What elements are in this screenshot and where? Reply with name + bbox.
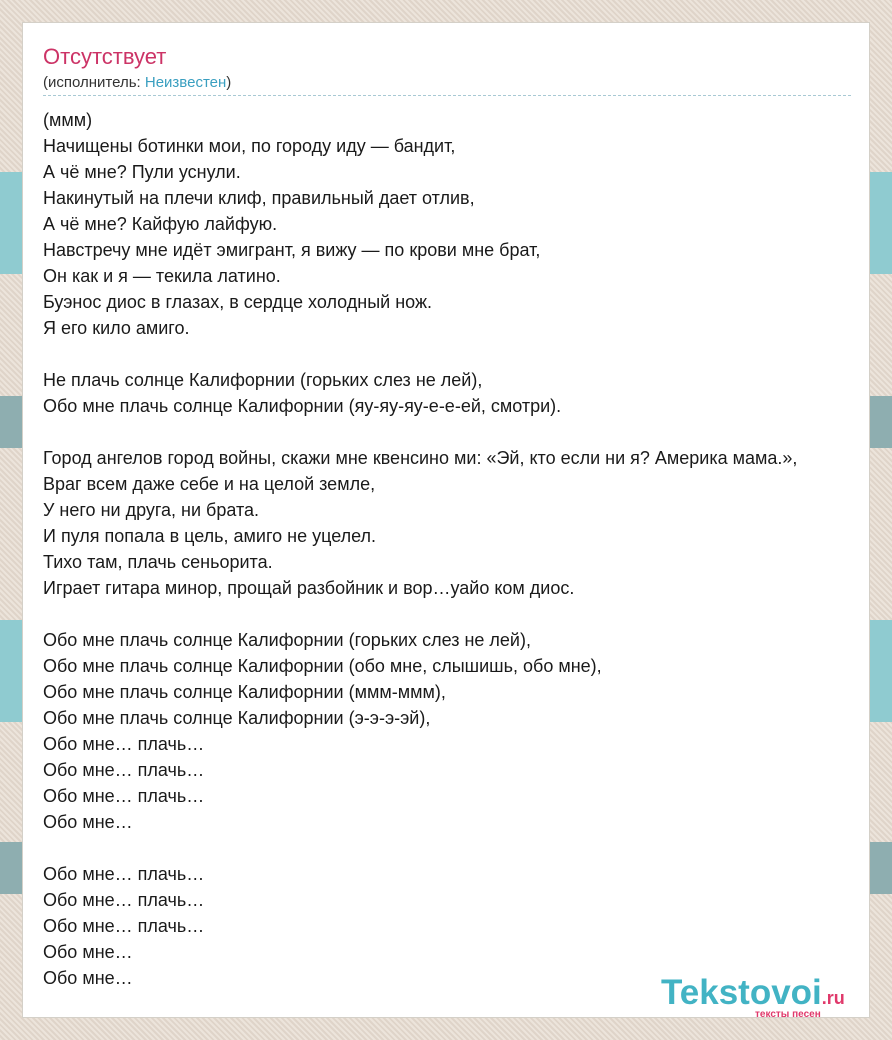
lyric-line: И пуля попала в цель, амиго не уцелел.	[43, 526, 377, 546]
artist-link[interactable]: Неизвестен	[144, 74, 227, 91]
stanza-break	[43, 419, 870, 445]
stanza-break	[43, 835, 870, 861]
header-divider	[43, 95, 851, 96]
lyric-line: Навстречу мне идёт эмигрант, я вижу — по крови мне брат,	[43, 240, 541, 260]
lyric-line: Накинутый на плечи клиф, правильный дает отлив,	[43, 188, 475, 208]
lyric-line: (ммм)	[43, 110, 93, 130]
lyric-line: А чё мне? Пули уснули.	[43, 162, 241, 182]
stanza-break	[43, 601, 870, 627]
lyrics-text	[43, 107, 870, 991]
lyric-line: Обо мне плачь солнце Калифорнии (ммм-ммм),	[43, 682, 446, 702]
lyric-line: Обо мне плачь солнце Калифорнии (э-э-э-эй),	[43, 708, 431, 728]
site-logo[interactable]	[661, 973, 870, 1018]
lyric-line: Обо мне…	[43, 942, 133, 962]
logo-main-text: Tekstovoi	[661, 973, 822, 1012]
lyric-line: Обо мне…	[43, 968, 133, 988]
song-title: Отсутствует	[43, 44, 167, 69]
lyric-line: Не плачь солнце Калифорнии (горьких слез не лей),	[43, 370, 483, 390]
lyric-line: Обо мне… плачь…	[43, 760, 205, 780]
lyric-line: Тихо там, плачь сеньорита.	[43, 552, 273, 572]
lyric-line: Начищены ботинки мои, по городу иду — бандит,	[43, 136, 456, 156]
artist-suffix: )	[226, 74, 232, 91]
lyric-line: У него ни друга, ни брата.	[43, 500, 260, 520]
lyric-line: Обо мне плачь солнце Калифорнии (обо мне, слышишь, обо мне),	[43, 656, 602, 676]
stanza-break	[43, 341, 870, 367]
lyric-line: А чё мне? Кайфую лайфую.	[43, 214, 278, 234]
logo-tagline: тексты песен	[755, 1009, 821, 1018]
lyrics-card	[22, 22, 870, 1018]
lyric-line: Я его кило амиго.	[43, 318, 190, 338]
lyric-line: Обо мне плачь солнце Калифорнии (горьких слез не лей),	[43, 630, 531, 650]
lyric-line: Обо мне…	[43, 812, 133, 832]
logo-suffix: .ru	[821, 988, 845, 1008]
lyric-line: Город ангелов город войны, скажи мне квенсино ми: «Эй, кто если ни я? Америка мама.»,	[43, 448, 798, 468]
lyric-line: Буэнос диос в глазах, в сердце холодный нож.	[43, 292, 432, 312]
lyric-line: Обо мне плачь солнце Калифорнии (яу-яу-яу-е-е-ей, смотри).	[43, 396, 562, 416]
lyric-line: Играет гитара минор, прощай разбойник и вор…уайо ком диос.	[43, 578, 575, 598]
artist-line	[43, 73, 231, 93]
lyric-line: Обо мне… плачь…	[43, 734, 205, 754]
artist-prefix: (исполнитель:	[43, 74, 145, 91]
lyric-line: Враг всем даже себе и на целой земле,	[43, 474, 376, 494]
lyric-line: Обо мне… плачь…	[43, 890, 205, 910]
lyric-line: Обо мне… плачь…	[43, 916, 205, 936]
lyric-line: Обо мне… плачь…	[43, 786, 205, 806]
lyric-line: Он как и я — текила латино.	[43, 266, 281, 286]
lyric-line: Обо мне… плачь…	[43, 864, 205, 884]
